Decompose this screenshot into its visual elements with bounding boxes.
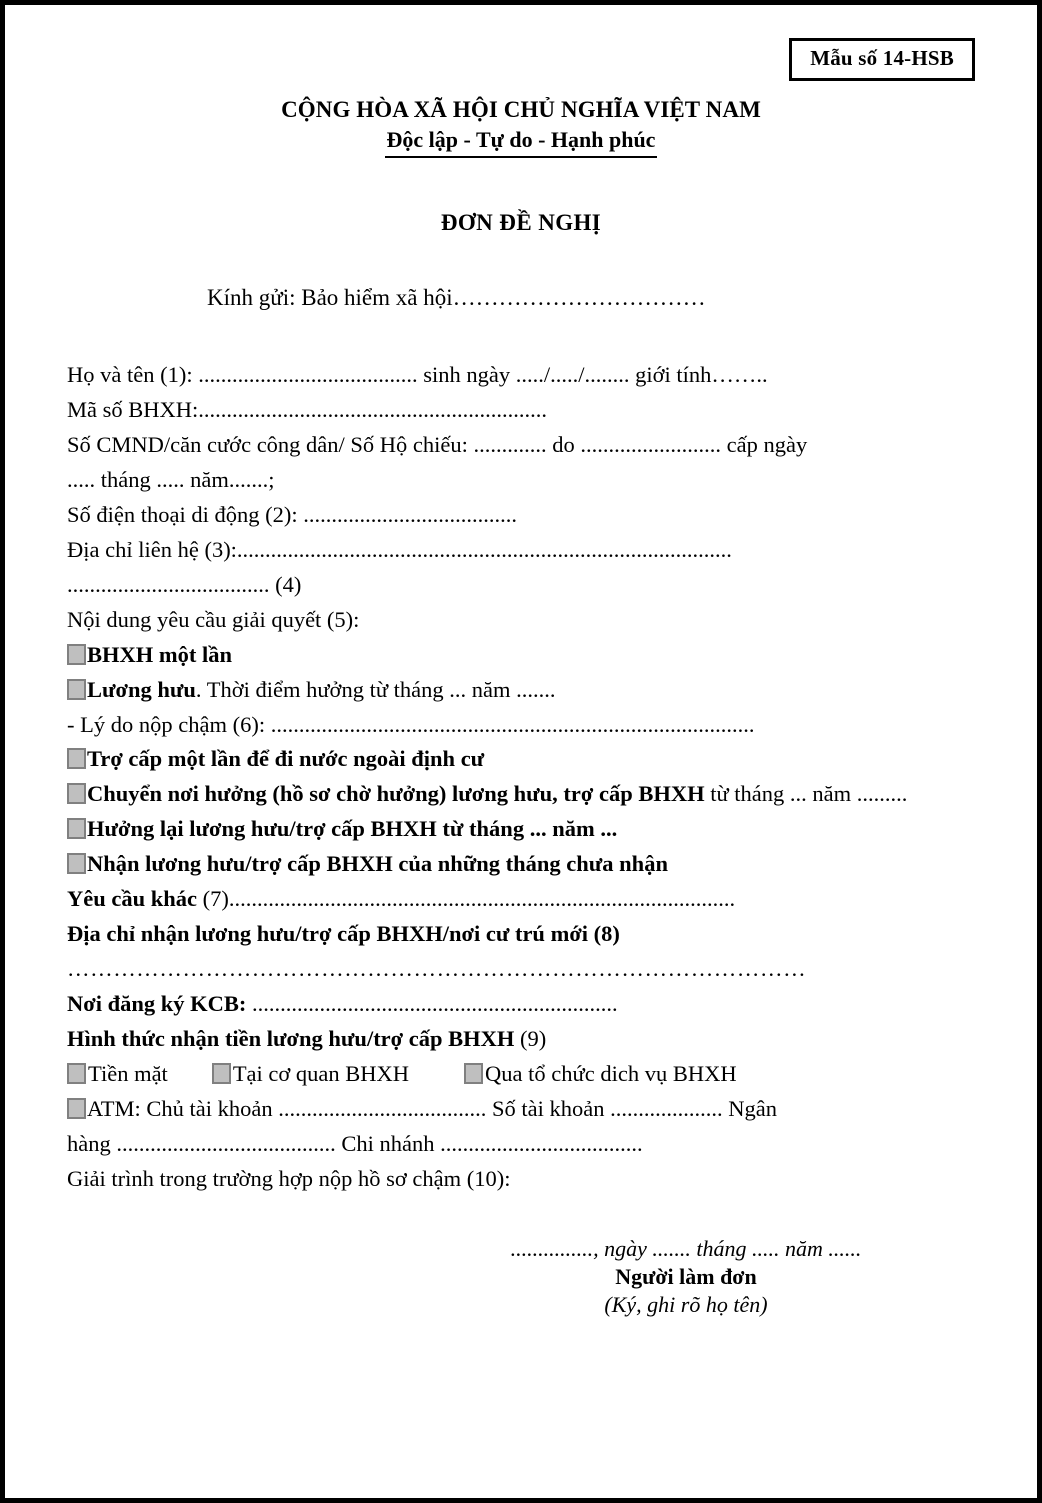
checkbox-icon-via-service-org[interactable] <box>464 1063 483 1084</box>
option-label-pension: Lương hưu <box>87 676 196 702</box>
document-title: ĐƠN ĐỀ NGHỊ <box>440 209 602 235</box>
checkbox-icon-cash[interactable] <box>67 1063 86 1084</box>
option-rest-pension: . Thời điểm hưởng từ tháng ... năm ....... <box>195 676 556 702</box>
field-contact-address-line1[interactable]: Địa chỉ liên hệ (3):........................................................................................ <box>67 536 732 562</box>
label-late-explanation: Giải trình trong trường hợp nộp hồ sơ chậm (10): <box>67 1165 511 1191</box>
checkbox-icon-bhxh-one-time[interactable] <box>67 644 86 665</box>
dots-kcb: ................................................................. <box>246 991 618 1017</box>
field-id-number-line1[interactable]: Số CMND/căn cước công dân/ Số Hộ chiếu: ............. do ......................... cấp ngày <box>67 432 808 458</box>
signature-date-line[interactable]: ..............., ngày ....... tháng ..... năm ...... <box>510 1235 862 1261</box>
option-row-resume-pension[interactable] <box>67 813 975 845</box>
field-id-number-line2[interactable]: ..... tháng ..... năm.......; <box>67 466 275 492</box>
option-row-emigration-allowance[interactable] <box>67 743 975 775</box>
checkbox-icon-emigration-allowance[interactable] <box>67 748 86 769</box>
payment-options-row <box>67 1058 975 1090</box>
checkbox-icon-atm[interactable] <box>67 1098 86 1119</box>
payment-option-label-cash: Tiền mặt <box>88 1060 168 1086</box>
form-body <box>67 359 975 1195</box>
checkbox-icon-unclaimed-months[interactable] <box>67 853 86 874</box>
recipient-line: Kính gửi: Bảo hiểm xã hội…………………………… <box>207 284 706 310</box>
payment-option-label-atm-line2[interactable]: hàng ....................................... Chi nhánh .................................... <box>67 1130 643 1156</box>
field-phone[interactable]: Số điện thoại di động (2): ...................................... <box>67 501 517 527</box>
label-kcb: Nơi đăng ký KCB: <box>67 991 247 1017</box>
option-label-transfer-location: Chuyển nơi hưởng (hồ sơ chờ hưởng) lương hưu, trợ cấp BHXH <box>87 781 705 807</box>
option-label-resume-pension: Hưởng lại lương hưu/trợ cấp BHXH từ tháng ... năm ... <box>87 816 618 842</box>
option-rest-transfer-location: từ tháng ... năm ......... <box>704 781 908 807</box>
payment-option-atm[interactable] <box>67 1093 975 1125</box>
field-kcb[interactable] <box>67 988 975 1020</box>
label-request-content: Nội dung yêu cầu giải quyết (5): <box>67 606 360 632</box>
country-name: CỘNG HÒA XÃ HỘI CHỦ NGHĨA VIỆT NAM <box>281 97 761 122</box>
field-full-name[interactable]: Họ và tên (1): ....................................... sinh ngày ...../...../........ giới tính…….. <box>67 362 768 388</box>
payment-option-via-service-org[interactable] <box>464 1058 737 1090</box>
checkbox-icon-transfer-location[interactable] <box>67 783 86 804</box>
option-label-bhxh-one-time: BHXH một lần <box>87 641 233 667</box>
label-other-request: Yêu cầu khác <box>67 886 198 912</box>
payment-option-label-at-bhxh-office: Tại cơ quan BHXH <box>232 1060 410 1086</box>
label-payment-method-bold: Hình thức nhận tiền lương hưu/trợ cấp BHXH <box>67 1025 515 1051</box>
page-content <box>5 5 1037 1498</box>
national-heading <box>67 96 975 158</box>
label-payment-method <box>67 1023 975 1055</box>
option-label-emigration-allowance: Trợ cấp một lần để đi nước ngoài định cư <box>87 746 485 772</box>
option-row-unclaimed-months[interactable] <box>67 848 975 880</box>
option-row-bhxh-one-time[interactable] <box>67 639 975 671</box>
field-bhxh-code[interactable]: Mã số BHXH:.............................................................. <box>67 397 548 423</box>
field-late-reason[interactable]: - Lý do nộp chậm (6): ...................................................................................... <box>67 711 755 737</box>
field-new-address-dots[interactable]: …………………………………………………………………………………… <box>67 956 807 982</box>
option-label-unclaimed-months: Nhận lương hưu/trợ cấp BHXH của những tháng chưa nhận <box>87 851 668 877</box>
form-code-box: Mẫu số 14-HSB <box>789 38 975 81</box>
payment-option-cash[interactable] <box>67 1058 168 1090</box>
payment-option-label-via-service-org: Qua tổ chức dich vụ BHXH <box>485 1060 737 1086</box>
label-new-address: Địa chỉ nhận lương hưu/trợ cấp BHXH/nơi cư trú mới (8) <box>67 921 620 947</box>
signature-role: Người làm đơn <box>615 1263 757 1289</box>
field-other-request[interactable] <box>67 883 975 915</box>
checkbox-icon-at-bhxh-office[interactable] <box>212 1063 231 1084</box>
checkbox-icon-pension[interactable] <box>67 679 86 700</box>
form-code-row <box>67 38 975 81</box>
payment-option-label-atm-line1: ATM: Chủ tài khoản ..................................... Số tài khoản .................... Ngân <box>87 1095 777 1121</box>
option-row-transfer-location[interactable] <box>67 778 975 810</box>
national-motto: Độc lập - Tự do - Hạnh phúc <box>385 126 658 158</box>
dots-other-request: (7).......................................................................................... <box>197 886 736 912</box>
signature-block <box>67 1235 975 1319</box>
label-payment-method-note: (9) <box>514 1025 547 1051</box>
checkbox-icon-resume-pension[interactable] <box>67 818 86 839</box>
field-contact-address-line2[interactable]: .................................... (4) <box>67 571 302 597</box>
signature-note: (Ký, ghi rõ họ tên) <box>604 1291 768 1317</box>
payment-option-at-bhxh-office[interactable] <box>212 1058 409 1090</box>
option-row-pension[interactable] <box>67 674 975 706</box>
